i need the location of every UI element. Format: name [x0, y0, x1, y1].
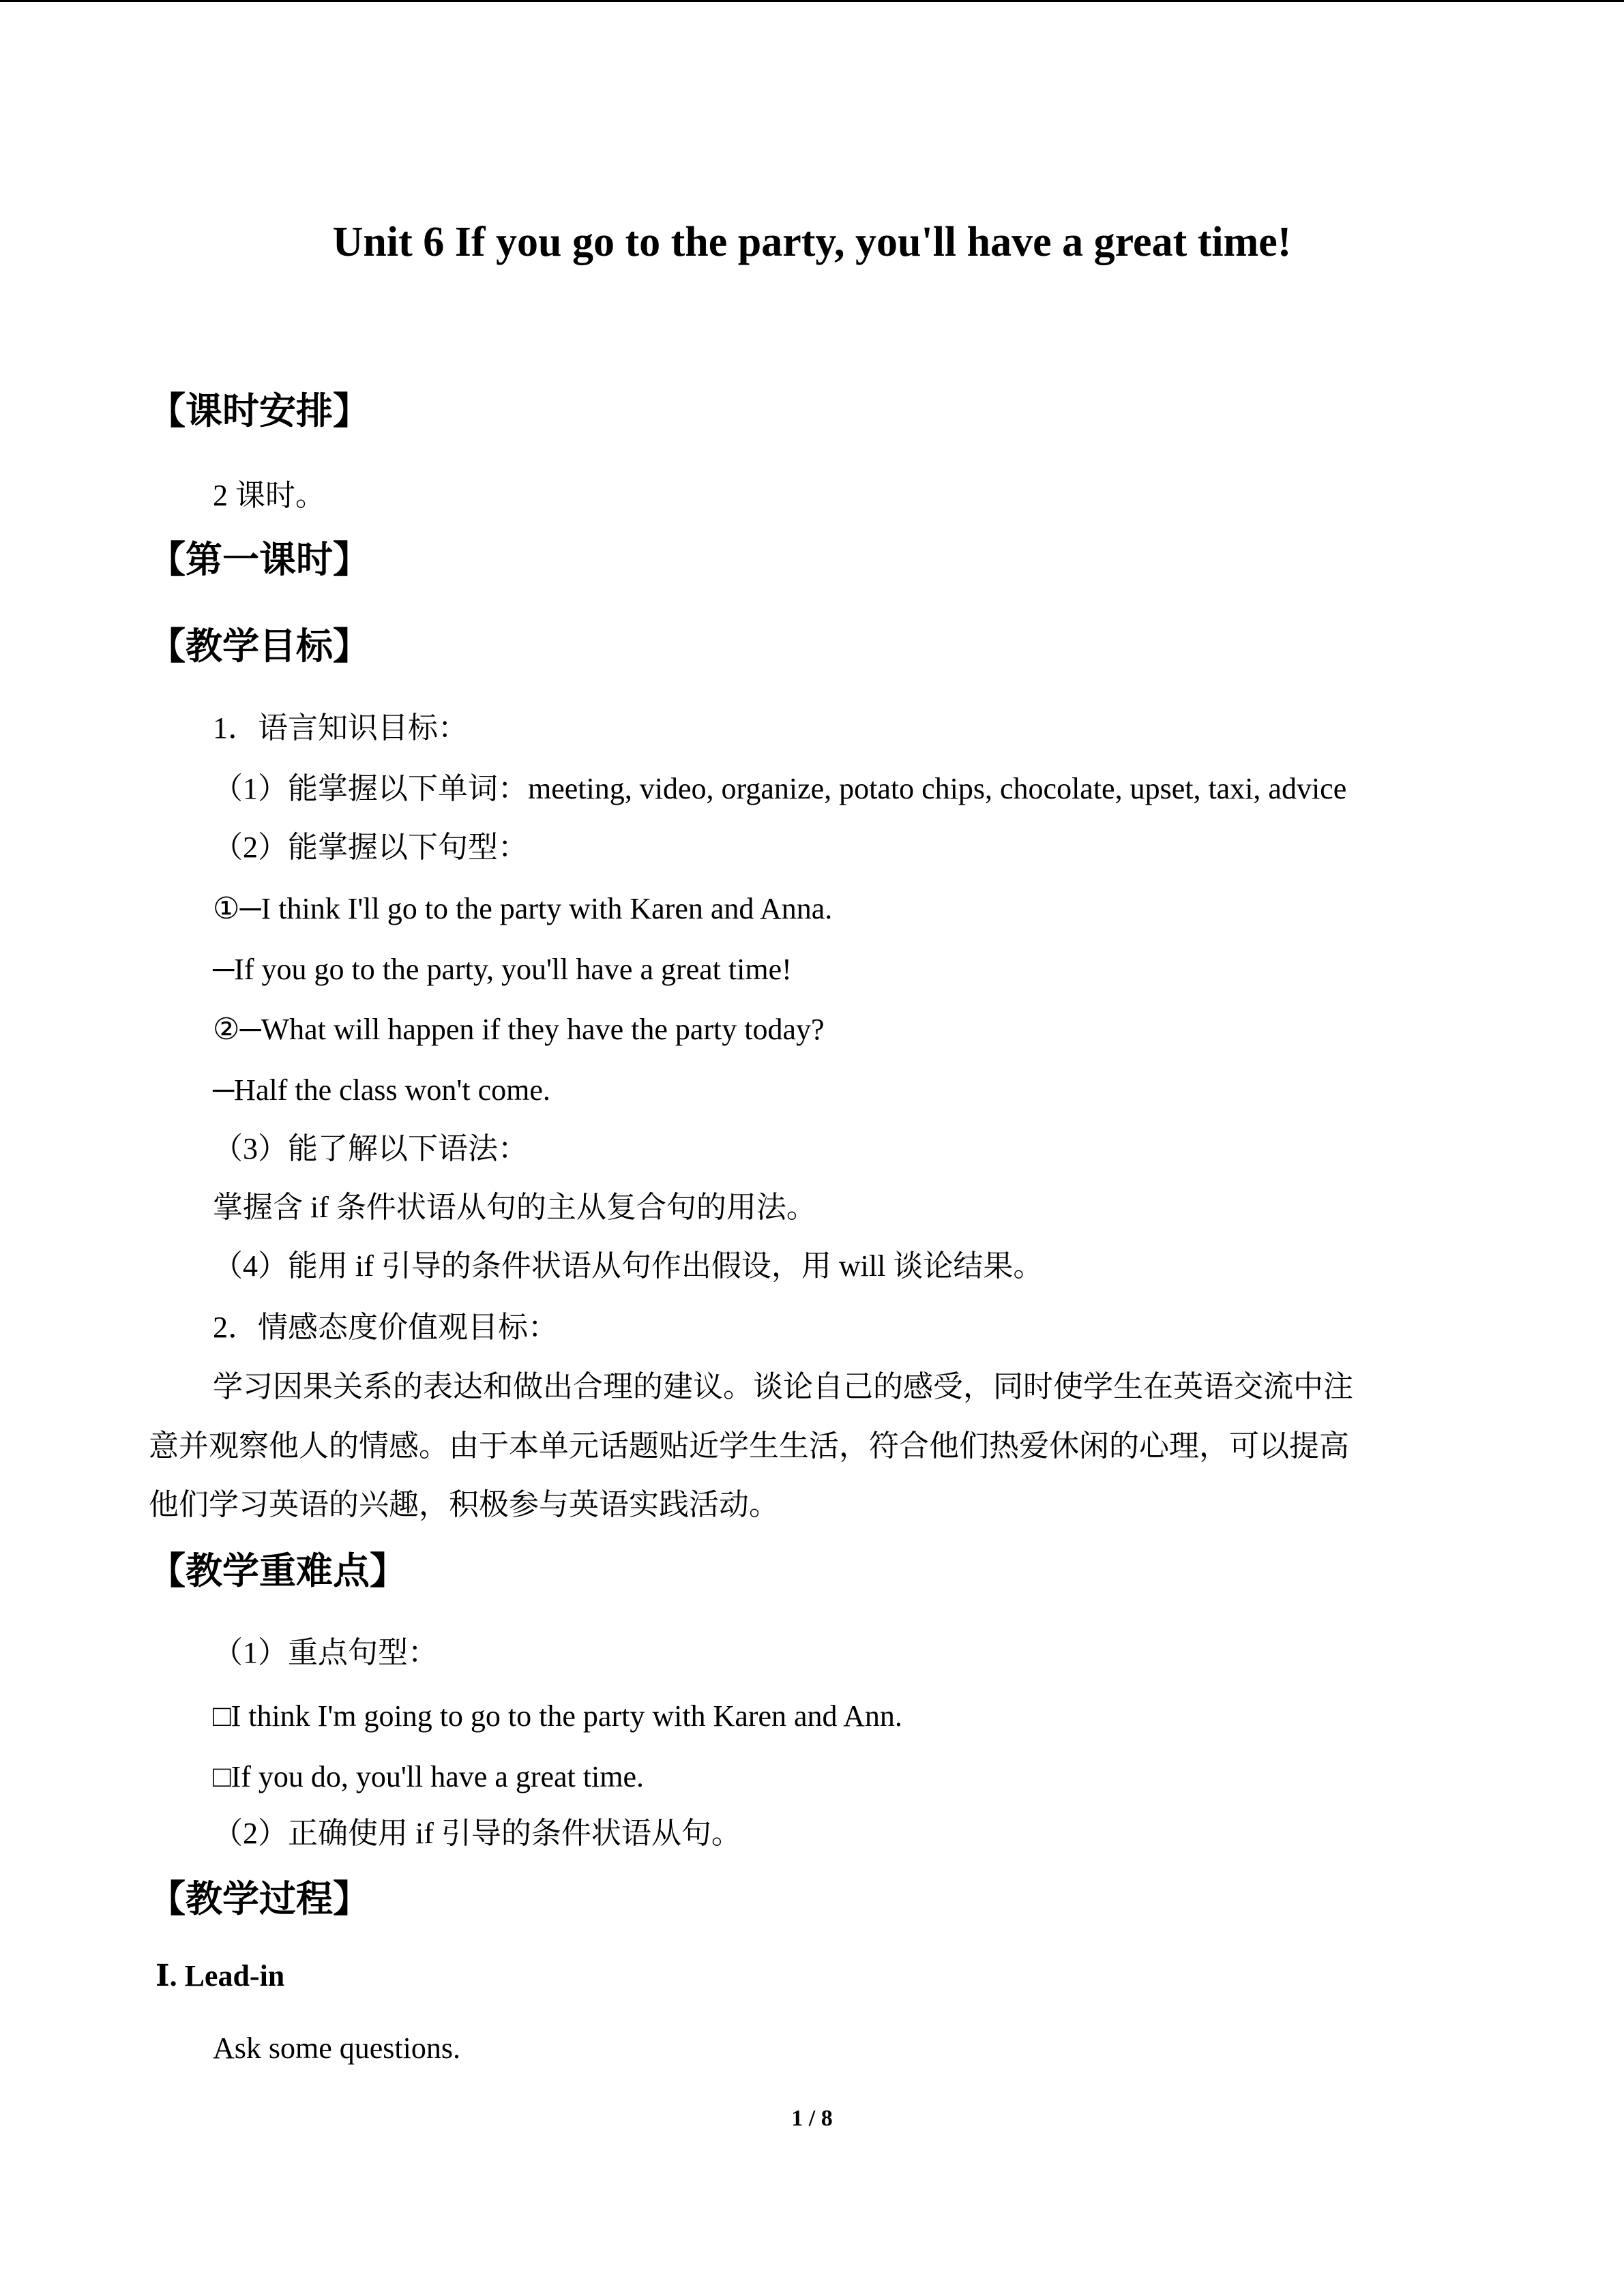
objective-1-3: （3）能了解以下语法：	[213, 1132, 528, 1165]
keypoints-heading: 【教学重难点】	[149, 1549, 407, 1592]
schedule-heading: 【课时安排】	[149, 389, 370, 432]
keypoint-sentence-b: □If you do, you'll have a great time.	[213, 1760, 644, 1793]
paragraph-line-1: 学习因果关系的表达和做出合理的建议。谈论自己的感受，同时使学生在英语交流中注	[213, 1370, 1353, 1403]
sentence-1b: ─If you go to the party, you'll have a great time!	[213, 953, 792, 986]
top-border	[0, 0, 1624, 2]
objective-1-2: （2）能掌握以下句型：	[213, 831, 528, 864]
schedule-text: 2 课时。	[213, 479, 325, 512]
leadin-text: Ask some questions.	[213, 2031, 460, 2065]
keypoint-1: （1）重点句型：	[213, 1636, 438, 1669]
objective-1-1: （1）能掌握以下单词：meeting, video, organize, potato chips, chocolate, upset, taxi, advice	[213, 772, 1347, 805]
keypoint-sentence-a: □I think I'm going to go to the party with Karen and Ann.	[213, 1699, 902, 1733]
sentence-1a: ①─I think I'll go to the party with Karen and Anna.	[213, 892, 833, 925]
objectives-heading: 【教学目标】	[149, 625, 370, 668]
lesson1-heading: 【第一课时】	[149, 538, 370, 581]
page-title: Unit 6 If you go to the party, you'll have a great time!	[332, 219, 1292, 265]
grammar-text: 掌握含 if 条件状语从句的主从复合句的用法。	[213, 1191, 816, 1224]
paragraph-line-3: 他们学习英语的兴趣，积极参与英语实践活动。	[149, 1488, 779, 1521]
process-heading: 【教学过程】	[149, 1877, 370, 1920]
sentence-2b: ─Half the class won't come.	[213, 1073, 550, 1107]
objective-1: 1．语言知识目标：	[213, 711, 468, 745]
sentence-2a: ②─What will happen if they have the party today?	[213, 1013, 825, 1046]
page-number: 1 / 8	[791, 2106, 833, 2131]
objective-2: 2．情感态度价值观目标：	[213, 1311, 558, 1344]
paragraph-line-2: 意并观察他人的情感。由于本单元话题贴近学生生活，符合他们热爱休闲的心理，可以提高	[149, 1429, 1349, 1463]
keypoint-2: （2）正确使用 if 引导的条件状语从句。	[213, 1817, 741, 1850]
leadin-heading: Ⅰ. Lead-in	[156, 1959, 285, 1993]
objective-1-4: （4）能用 if 引导的条件状语从句作出假设，用 will 谈论结果。	[213, 1249, 1044, 1283]
